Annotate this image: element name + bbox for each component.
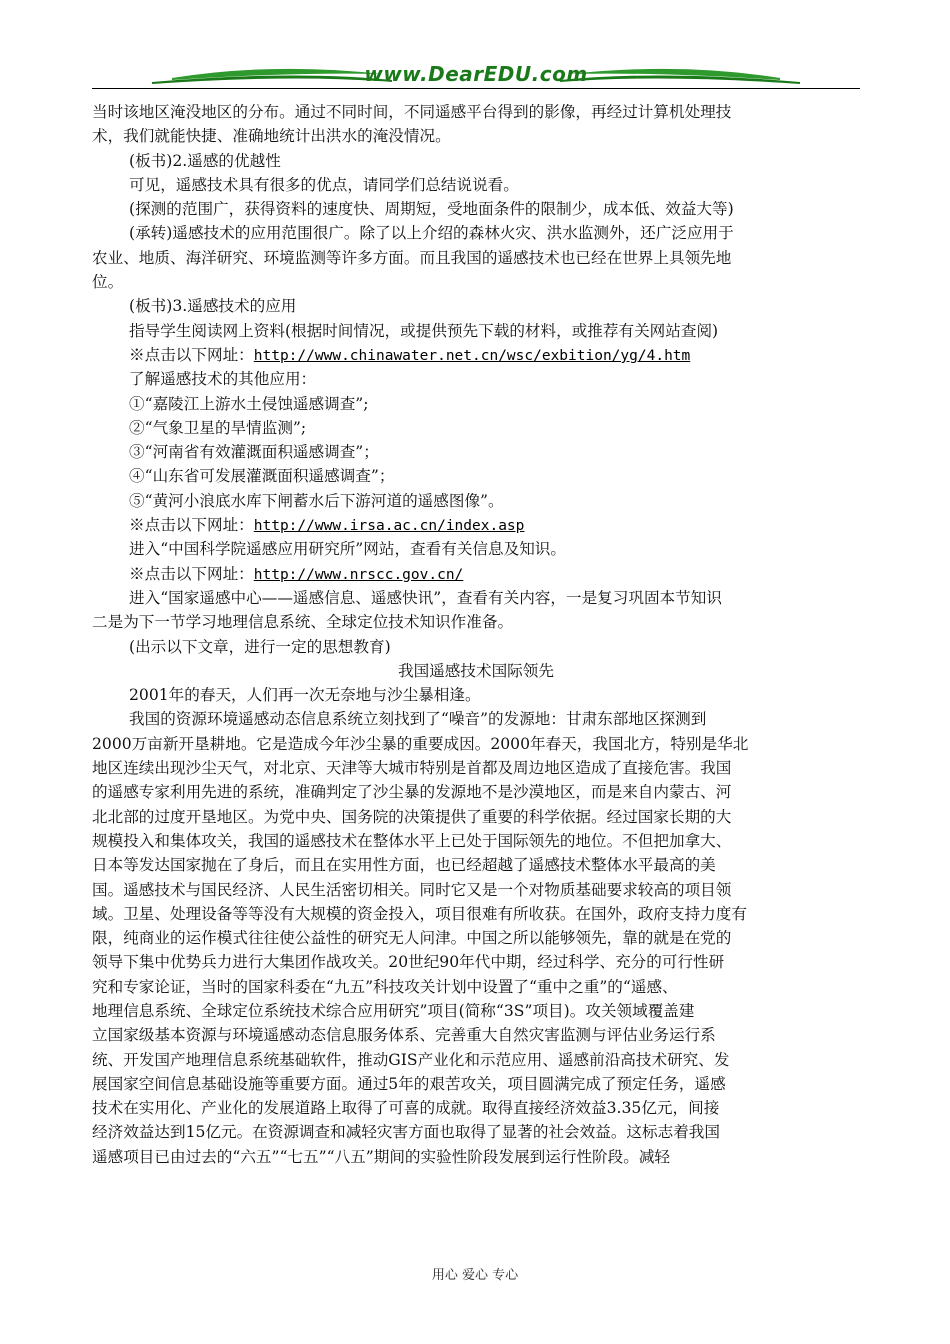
irsa-link[interactable]: http://www.irsa.ac.cn/index.asp (253, 518, 525, 535)
site-logo-text[interactable]: www.DearEDU.com (364, 62, 588, 86)
text-line: 域。卫星、处理设备等等没有大规模的资金投入，项目很难有所收获。在国外，政府支持力度有 (92, 904, 747, 923)
text-line: 限，纯商业的运作模式往往使公益性的研究无人问津。中国之所以能够领先，靠的就是在党的 (92, 929, 732, 948)
link-line (92, 343, 860, 367)
text-line: 我国的资源环境遥感动态信息系统立刻找到了“噪音”的发源地：甘肃东部地区探测到 (129, 710, 707, 729)
text-line: 地理信息系统、全球定位系统技术综合应用研究”项目(简称“3S”项目)。攻关领域覆盖建 (92, 1001, 695, 1020)
text-line: 领导下集中优势兵力进行大集团作战攻关。20世纪90年代中期，经过科学、充分的可行性研 (92, 953, 725, 972)
text-line: 位。 (92, 273, 124, 292)
article-title: 我国遥感技术国际领先 (398, 661, 554, 680)
text-line: (板书)2.遥感的优越性 (129, 151, 281, 170)
nrscc-link[interactable]: http://www.nrscc.gov.cn/ (253, 566, 464, 583)
text-line: 术，我们就能快捷、准确地统计出洪水的淹没情况。 (92, 127, 451, 146)
text-line: 2000万亩新开垦耕地。它是造成今年沙尘暴的重要成因。2000年春天，我国北方，特别是华北 (92, 734, 749, 753)
list-item: ④“山东省可发展灌溉面积遥感调查”； (129, 467, 395, 486)
text-line: 技术在实用化、产业化的发展道路上取得了可喜的成就。取得直接经济效益3.35亿元，间接 (92, 1099, 720, 1118)
text-line: 指导学生阅读网上资料(根据时间情况，或提供预先下载的材料，或推荐有关网站查阅) (129, 321, 719, 340)
text-line: 日本等发达国家抛在了身后，而且在实用性方面，也已经超越了遥感技术整体水平最高的美 (92, 856, 716, 875)
list-item: ③“河南省有效灌溉面积遥感调查”； (129, 443, 379, 462)
list-item: ⑤“黄河小浪底水库下闸蓄水后下游河道的遥感图像”。 (129, 491, 504, 510)
list-item: ②“气象卫星的旱情监测”; (129, 418, 307, 437)
chinawater-link[interactable]: http://www.chinawater.net.cn/wsc/exbition/yg/4.htm (253, 347, 691, 364)
link-prefix: ※点击以下网址： (129, 516, 254, 535)
text-line: (板书)3.遥感技术的应用 (129, 297, 297, 316)
text-line: 进入“国家遥感中心——遥感信息、遥感快讯”，查看有关内容，一是复习巩固本节知识 (129, 588, 722, 607)
text-line: (探测的范围广，获得资料的速度快、周期短，受地面条件的限制少，成本低、效益大等) (129, 200, 734, 219)
text-line: 当时该地区淹没地区的分布。通过不同时间，不同遥感平台得到的影像，再经过计算机处理技 (92, 103, 732, 121)
text-line: 究和专家论证，当时的国家科委在“九五”科技攻关计划中设置了“重中之重”的“遥感、 (92, 977, 678, 996)
text-line: 经济效益达到15亿元。在资源调查和减轻灾害方面也取得了显著的社会效益。这标志着我国 (92, 1123, 720, 1142)
text-line: 农业、地质、海洋研究、环境监测等许多方面。而且我国的遥感技术也已经在世界上具领先地 (92, 248, 732, 267)
text-line: 2001年的春天，人们再一次无奈地与沙尘暴相逢。 (129, 686, 481, 705)
link-line (92, 562, 860, 586)
text-line: 统、开发国产地理信息系统基础软件，推动GIS产业化和示范应用、遥感前沿高技术研究、发 (92, 1050, 730, 1069)
text-line: (承转)遥感技术的应用范围很广。除了以上介绍的森林火灾、洪水监测外，还广泛应用于 (129, 224, 734, 243)
list-item: ①“嘉陵江上游水土侵蚀遥感调查”; (129, 394, 369, 413)
text-line: 地区连续出现沙尘天气，对北京、天津等大城市特别是首都及周边地区造成了直接危害。我国 (92, 759, 732, 778)
site-header (92, 58, 860, 92)
link-prefix: ※点击以下网址： (129, 564, 254, 583)
text-line: 的遥感专家利用先进的系统，准确判定了沙尘暴的发源地不是沙漠地区，而是来自内蒙古、河 (92, 783, 732, 802)
text-line: 了解遥感技术的其他应用： (129, 370, 317, 389)
text-line: (出示以下文章，进行一定的思想教育) (129, 637, 391, 656)
header-rule (92, 88, 860, 89)
link-prefix: ※点击以下网址： (129, 345, 254, 364)
text-line: 规模投入和集体攻关，我国的遥感技术在整体水平上已处于国际领先的地位。不但把加拿大、 (92, 831, 732, 850)
text-line: 可见，遥感技术具有很多的优点，请同学们总结说说看。 (129, 175, 519, 194)
text-line: 国。遥感技术与国民经济、人民生活密切相关。同时它又是一个对物质基础要求较高的项目领 (92, 880, 732, 899)
text-line: 进入“中国科学院遥感应用研究所”网站，查看有关信息及知识。 (129, 540, 566, 559)
text-line: 二是为下一节学习地理信息系统、全球定位技术知识作准备。 (92, 613, 514, 632)
text-line: 立国家级基本资源与环境遥感动态信息服务体系、完善重大自然灾害监测与评估业务运行系 (92, 1026, 716, 1045)
text-line: 北北部的过度开垦地区。为党中央、国务院的决策提供了重要的科学依据。经过国家长期的大 (92, 807, 732, 826)
document-body (92, 100, 860, 1169)
text-line: 展国家空间信息基础设施等重要方面。通过5年的艰苦攻关，项目圆满完成了预定任务，遥感 (92, 1074, 726, 1093)
page-footer: 用心 爱心 专心 (431, 1268, 519, 1283)
text-line: 遥感项目已由过去的“六五”“七五”“八五”期间的实验性阶段发展到运行性阶段。减轻 (92, 1147, 671, 1166)
link-line (92, 513, 860, 537)
